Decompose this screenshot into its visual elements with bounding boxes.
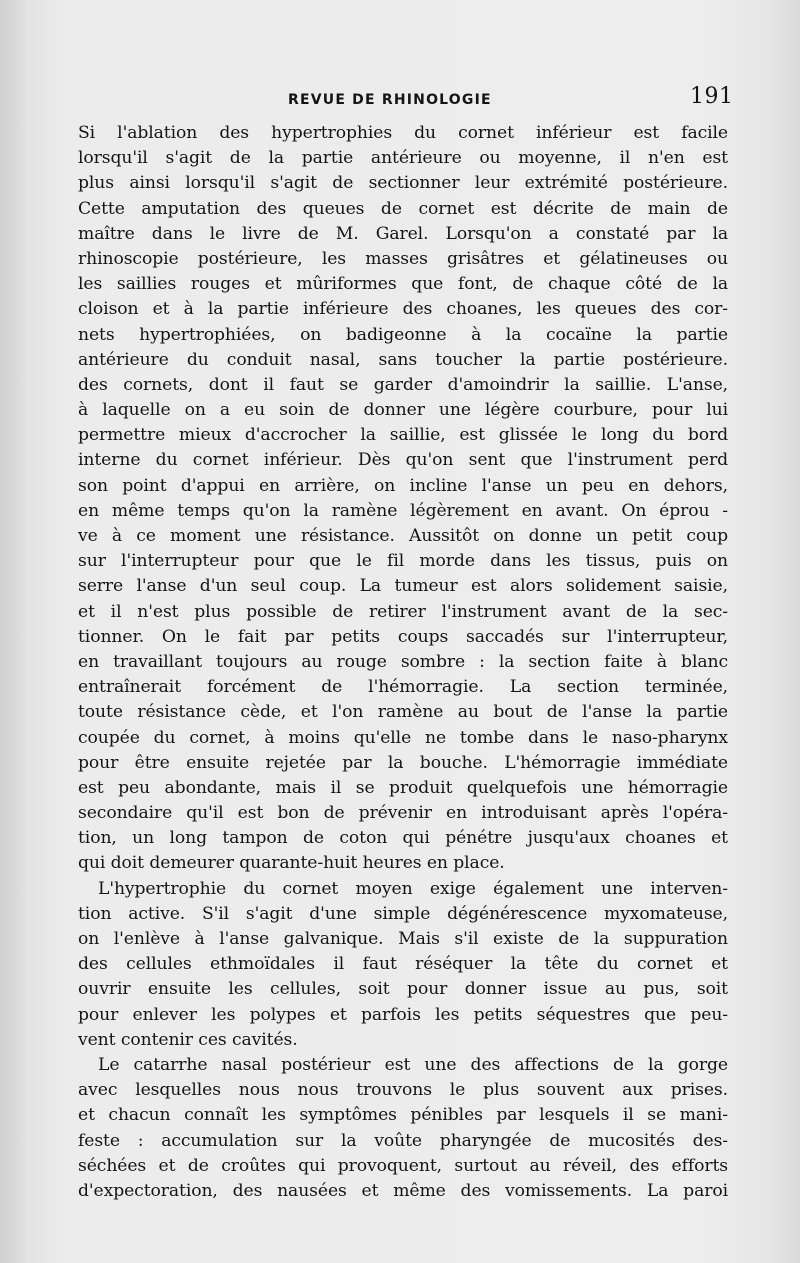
text-line: son point d'appui en arrière, on incline l'anse un peu en dehors, bbox=[78, 475, 728, 496]
text-line: qui doit demeurer quarante-huit heures en place. bbox=[78, 853, 505, 874]
text-line: coupée du cornet, à moins qu'elle ne tombe dans le naso-pharynx bbox=[78, 727, 728, 748]
text-line: nets hypertrophiées, on badigeonne à la cocaïne la partie bbox=[78, 324, 728, 345]
text-line: d'expectoration, des nausées et même des vomissements. La paroi bbox=[78, 1180, 728, 1201]
text-line: Cette amputation des queues de cornet est décrite de main de bbox=[78, 198, 728, 219]
text-line: on l'enlève à l'anse galvanique. Mais s'il existe de la suppuration bbox=[78, 929, 728, 949]
text-line: serre l'anse d'un seul coup. La tumeur est alors solidement saisie, bbox=[78, 576, 728, 597]
text-line: à laquelle on a eu soin de donner une légère courbure, pour lui bbox=[78, 400, 728, 421]
text-line: entraînerait forcément de l'hémorragie. La section terminée, bbox=[78, 677, 728, 698]
text-line: rhinoscopie postérieure, les masses grisâtres et gélatineuses ou bbox=[78, 248, 728, 269]
running-title: REVUE DE RHINOLOGIE bbox=[288, 92, 492, 108]
text-line: tionner. On le fait par petits coups saccadés sur l'interrupteur, bbox=[78, 626, 728, 647]
text-line: est peu abondante, mais il se produit quelquefois une hémorragie bbox=[78, 777, 728, 798]
body-text bbox=[78, 121, 728, 1204]
text-line: les saillies rouges et mûriformes que font, de chaque côté de la bbox=[78, 274, 728, 295]
paragraph-start: Le catarrhe nasal postérieur est une des affections de la gorge bbox=[98, 1054, 728, 1075]
text-line: et il n'est plus possible de retirer l'instrument avant de la sec- bbox=[78, 601, 728, 622]
text-line: pour enlever les polypes et parfois les petits séquestres que peu- bbox=[78, 1004, 728, 1025]
text-line: interne du cornet inférieur. Dès qu'on sent que l'instrument perd bbox=[78, 450, 728, 471]
text-line: tion, un long tampon de coton qui pénétre jusqu'aux choanes et bbox=[78, 828, 728, 849]
text-line: des cornets, dont il faut se garder d'amoindrir la saillie. L'anse, bbox=[78, 374, 728, 395]
text-line: sur l'interrupteur pour que le fil morde dans les tissus, puis on bbox=[78, 551, 728, 572]
text-line: lorsqu'il s'agit de la partie antérieure ou moyenne, il n'en est bbox=[78, 148, 728, 169]
page-number: 191 bbox=[690, 84, 734, 109]
text-line: antérieure du conduit nasal, sans toucher la partie postérieure. bbox=[78, 349, 728, 370]
text-line: en même temps qu'on la ramène légèrement en avant. On éprou - bbox=[78, 500, 728, 521]
text-line: vent contenir ces cavités. bbox=[78, 1029, 298, 1050]
page-header bbox=[0, 80, 800, 120]
text-line: des cellules ethmoïdales il faut réséquer la tête du cornet et bbox=[78, 954, 728, 975]
text-line: en travaillant toujours au rouge sombre : la section faite à blanc bbox=[78, 651, 728, 672]
text-line: ouvrir ensuite les cellules, soit pour donner issue au pus, soit bbox=[78, 979, 728, 1000]
text-line: et chacun connaît les symptômes pénibles par lesquels il se mani- bbox=[78, 1105, 728, 1126]
text-line: tion active. S'il s'agit d'une simple dégénérescence myxomateuse, bbox=[78, 903, 728, 924]
text-line: Si l'ablation des hypertrophies du cornet inférieur est facile bbox=[78, 123, 728, 143]
text-line: cloison et à la partie inférieure des choanes, les queues des cor- bbox=[78, 299, 728, 320]
text-line: permettre mieux d'accrocher la saillie, est glissée le long du bord bbox=[78, 425, 728, 446]
text-line: pour être ensuite rejetée par la bouche. L'hémorragie immédiate bbox=[78, 752, 728, 773]
text-line: toute résistance cède, et l'on ramène au bout de l'anse la partie bbox=[78, 702, 728, 723]
text-line: feste : accumulation sur la voûte pharyngée de mucosités des- bbox=[78, 1130, 728, 1151]
text-line: séchées et de croûtes qui provoquent, surtout au réveil, des efforts bbox=[78, 1155, 728, 1176]
text-line: plus ainsi lorsqu'il s'agit de sectionner leur extrémité postérieure. bbox=[78, 173, 728, 194]
text-line: avec lesquelles nous nous trouvons le plus souvent aux prises. bbox=[78, 1080, 728, 1101]
paragraph-start: L'hypertrophie du cornet moyen exige également une interven- bbox=[98, 878, 728, 899]
text-line: ve à ce moment une résistance. Aussitôt on donne un petit coup bbox=[78, 526, 728, 546]
text-line: maître dans le livre de M. Garel. Lorsqu'on a constaté par la bbox=[78, 223, 728, 244]
text-line: secondaire qu'il est bon de prévenir en introduisant après l'opéra- bbox=[78, 803, 728, 824]
